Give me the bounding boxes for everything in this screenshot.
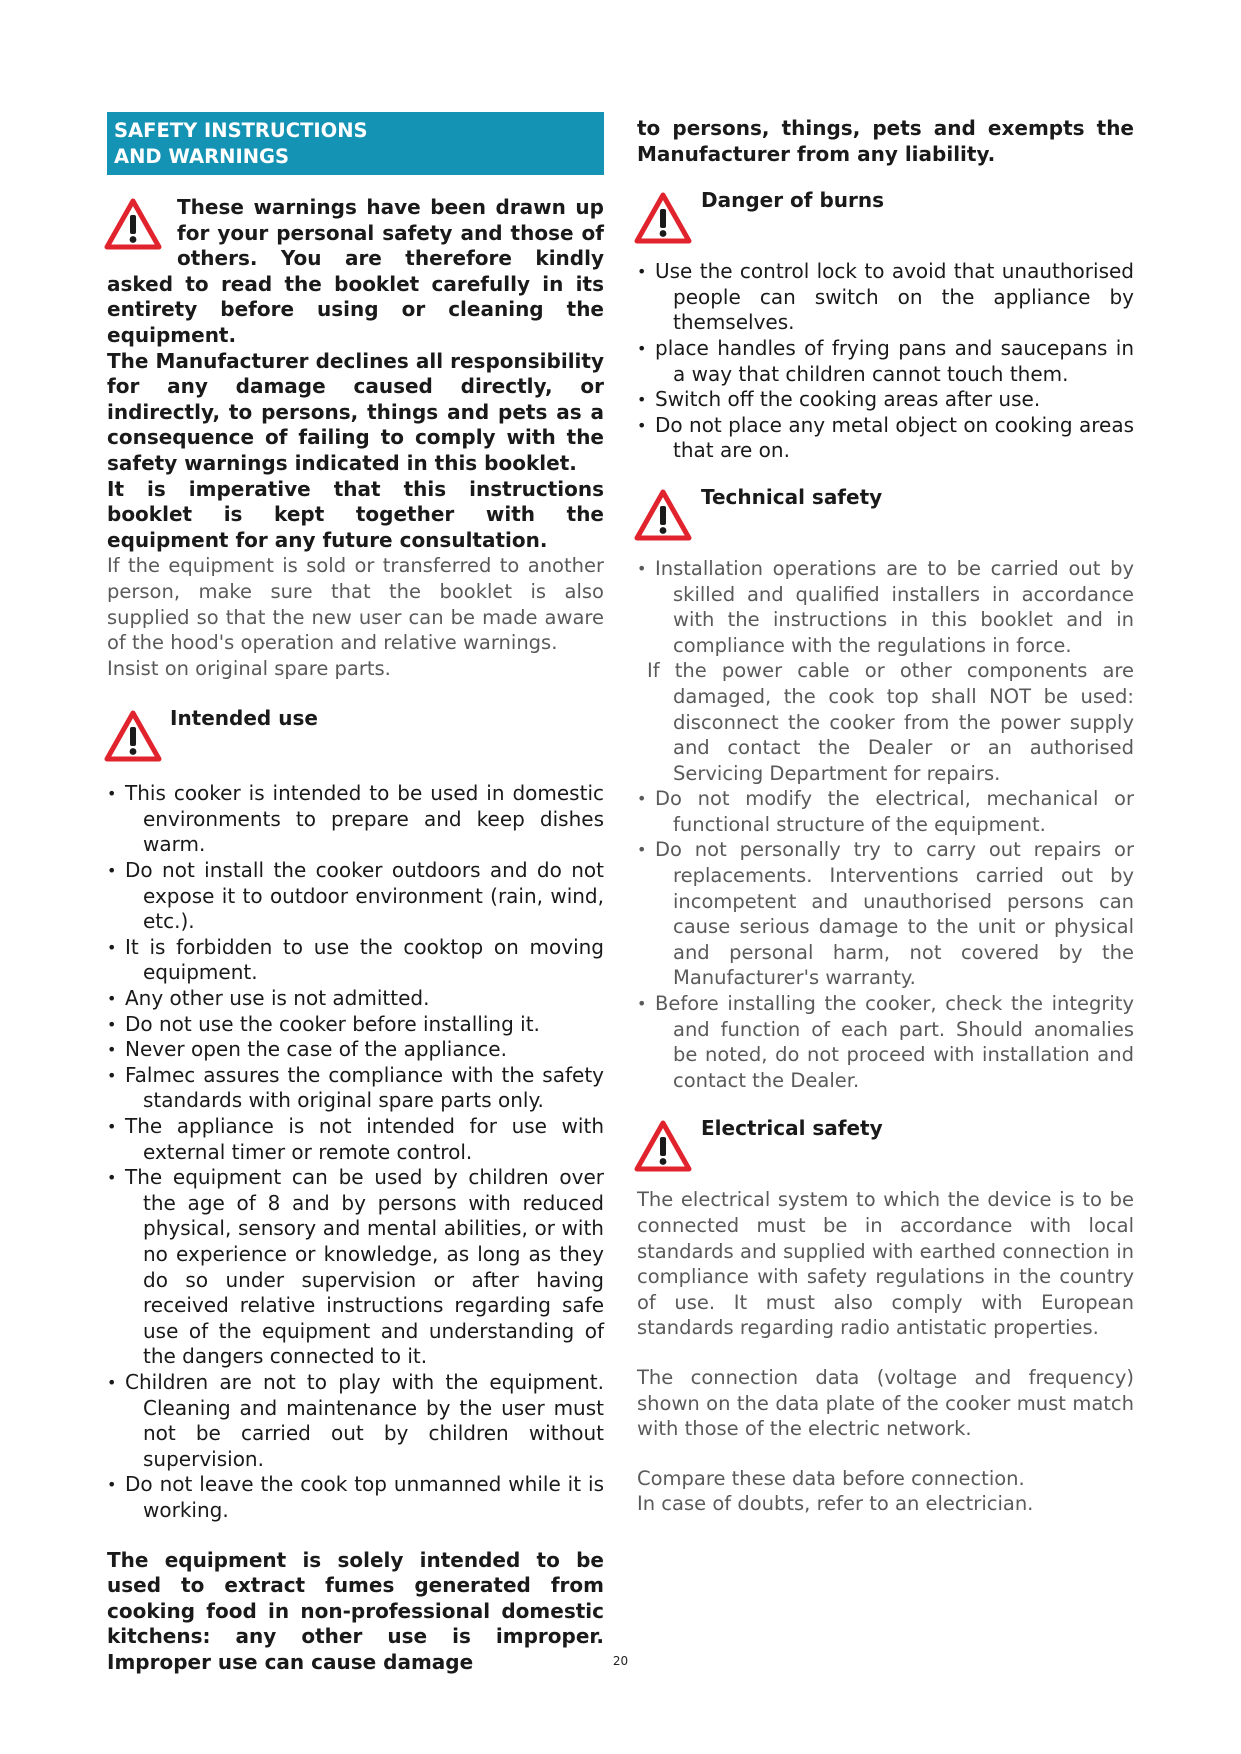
electrical-paragraph-1: The electrical system to which the device is to be connected must be in accordance with local standards and supplied with earthed connection in compliance with safety regulations in the country of use. It must also comply with European standards regarding radio antistatic properties. xyxy=(637,1188,1134,1340)
list-item: • This cooker is intended to be used in domestic environments to prepare and keep dishes warm. xyxy=(107,781,604,858)
intro-paragraph-1: These warnings have been drawn up for your personal safety and those of others. You are therefore kindly asked to read the booklet carefully in its entirety before using or cleaning the equipment. xyxy=(107,195,604,347)
page-number: 20 xyxy=(612,1654,629,1668)
list-item: • It is forbidden to use the cooktop on moving equipment. xyxy=(107,935,604,986)
intended-use-title: Intended use xyxy=(170,706,318,731)
list-item: • Do not use the cooker before installing it. xyxy=(107,1012,604,1038)
banner-line-1: SAFETY INSTRUCTIONS xyxy=(114,119,368,142)
warning-triangle-icon xyxy=(103,709,163,763)
list-item: • Before installing the cooker, check the integrity and function of each part. Should anomalies be noted, do not proceed with installation and contact the Dealer. xyxy=(637,991,1134,1093)
intro-warning xyxy=(107,195,604,681)
intro-light-paragraph-2: Insist on original spare parts. xyxy=(107,656,391,680)
left-column xyxy=(107,112,604,1675)
list-item: • Use the control lock to avoid that unauthorised people can switch on the appliance by themselves. xyxy=(637,259,1134,336)
electrical-paragraph-2: The connection data (voltage and frequency) shown on the data plate of the cooker must match with those of the electric network. xyxy=(637,1365,1134,1441)
warning-triangle-icon xyxy=(633,1119,693,1173)
burns-heading xyxy=(637,187,1134,243)
list-item: • Any other use is not admitted. xyxy=(107,986,604,1012)
burns-list xyxy=(637,259,1134,464)
list-item: • The equipment can be used by children over the age of 8 and by persons with reduced physical, sensory and mental abilities, or with no experience or knowledge, as long as they do so under supervision or after having received relative instructions regarding safe use of the equipment and understanding of the dangers connected to it. xyxy=(107,1165,604,1370)
list-item: • The appliance is not intended for use with external timer or remote control. xyxy=(107,1114,604,1165)
list-item: • Falmec assures the compliance with the safety standards with original spare parts only. xyxy=(107,1063,604,1114)
electrical-title: Electrical safety xyxy=(701,1116,883,1141)
list-item: • Do not install the cooker outdoors and do not expose it to outdoor environment (rain, wind, etc.). xyxy=(107,858,604,935)
technical-title: Technical safety xyxy=(701,484,883,509)
intro-paragraph-2: The Manufacturer declines all responsibility for any damage caused directly, or indirectly, to persons, things and pets as a consequence of failing to comply with the safety warnings indicated in this booklet. xyxy=(107,348,604,475)
intro-light-paragraph-1: If the equipment is sold or transferred to another person, make sure that the booklet is also supplied so that the new user can be made aware of the hood's operation and relative warnings. xyxy=(107,554,604,655)
warning-triangle-icon xyxy=(633,191,693,245)
section-banner xyxy=(107,112,604,175)
improper-use-warning: The equipment is solely intended to be used to extract fumes generated from cooking food in non-professional domestic kitchens: any other use is improper. Improper use can cause damage xyxy=(107,1547,604,1674)
technical-power-cable-paragraph: If the power cable or other components are damaged, the cook top shall NOT be used: disconnect the cooker from the power supply and contact the Dealer or an authorised Servicing Department for repairs. xyxy=(647,659,1134,785)
list-item: • Children are not to play with the equipment. Cleaning and maintenance by the user must not be carried out by children without supervision. xyxy=(107,1370,604,1472)
technical-heading xyxy=(637,484,1134,540)
technical-list-2 xyxy=(637,786,1134,1093)
technical-list-1 xyxy=(637,556,1134,658)
list-item: • Never open the case of the appliance. xyxy=(107,1037,604,1063)
electrical-heading xyxy=(637,1115,1134,1171)
warning-triangle-icon xyxy=(103,197,163,251)
banner-line-2: AND WARNINGS xyxy=(114,145,290,168)
intended-use-heading xyxy=(107,705,604,761)
list-item: • Do not modify the electrical, mechanical or functional structure of the equipment. xyxy=(637,786,1134,837)
list-item: • Do not leave the cook top unmanned while it is working. xyxy=(107,1472,604,1523)
right-column xyxy=(637,112,1134,1517)
electrical-paragraph-3a: Compare these data before connection. xyxy=(637,1466,1025,1490)
list-item: • Switch off the cooking areas after use. xyxy=(637,387,1134,413)
intended-use-list xyxy=(107,781,604,1523)
list-item: • place handles of frying pans and saucepans in a way that children cannot touch them. xyxy=(637,336,1134,387)
electrical-paragraph-3b: In case of doubts, refer to an electrician. xyxy=(637,1492,1034,1516)
intro-paragraph-3: It is imperative that this instructions booklet is kept together with the equipment for any future consultation. xyxy=(107,476,604,552)
list-item: • Installation operations are to be carried out by skilled and qualified installers in accordance with the instructions in this booklet and in compliance with the regulations in force. xyxy=(637,556,1134,658)
list-item: • Do not personally try to carry out repairs or replacements. Interventions carried out by incompetent and unauthorised persons can cause serious damage to the unit or physical and personal harm, not covered by the Manufacturer's warranty. xyxy=(637,837,1134,991)
warning-triangle-icon xyxy=(633,488,693,542)
improper-use-warning-continued: to persons, things, pets and exempts the Manufacturer from any liability. xyxy=(637,116,1134,166)
burns-title: Danger of burns xyxy=(701,188,885,213)
list-item: • Do not place any metal object on cooking areas that are on. xyxy=(637,413,1134,464)
